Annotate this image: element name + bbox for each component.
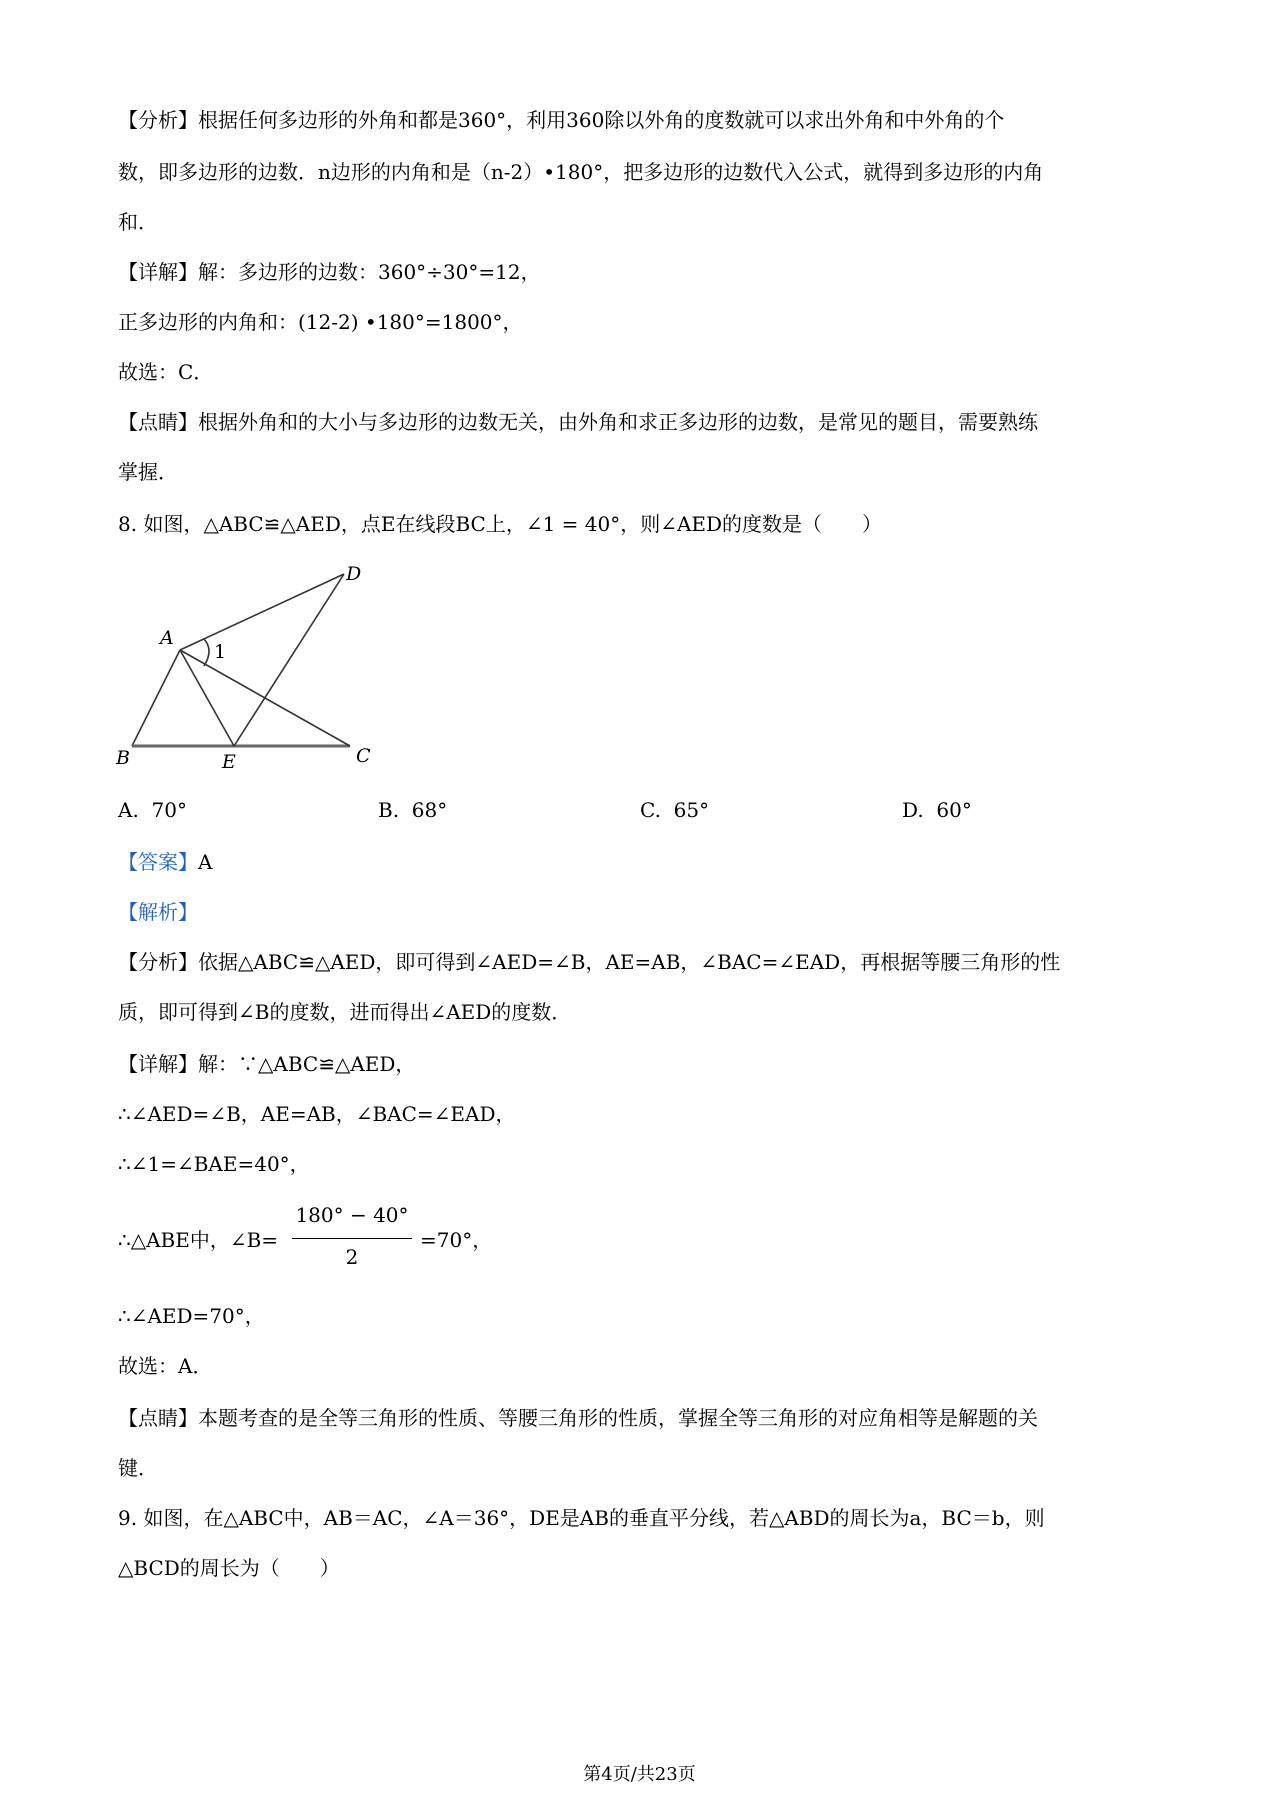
q8-detail-line-2: ∴∠AED=∠B，AE=AB，∠BAC=∠EAD， [118,1102,516,1126]
label-d: D [346,563,362,585]
q9-stem-line-1: 9. 如图，在△ABC中，AB＝AC，∠A＝36°，DE是AB的垂直平分线，若△ABD的周长为a，BC＝b，则 [118,1506,1045,1530]
q8-detail-line-3: ∴∠1=∠BAE=40°， [118,1152,310,1176]
option-value: 65° [673,798,710,822]
q9-stem-line-2: △BCD的周长为（ ） [118,1556,340,1580]
q7-analysis-line-2: 数，即多边形的边数．n边形的内角和是（n-2）•180°，把多边形的边数代入公式，就得到多边形的内角 [118,160,1044,184]
option-label: A. [118,798,139,822]
q8-analysis-line-1: 【分析】依据△ABC≌△AED，即可得到∠AED=∠B，AE=AB，∠BAC=∠EAD，再根据等腰三角形的性 [118,950,1061,974]
q8-detail-line-1: 【详解】解：∵△ABC≌△AED， [118,1052,416,1076]
q7-comment-line-2: 掌握． [118,460,178,484]
q7-choose: 故选：C． [118,360,214,384]
option-value: 68° [411,798,448,822]
angle-1-arc [204,639,209,666]
q8-answer-line [118,848,212,876]
option-label: C. [640,798,661,822]
q7-detail-line-2: 正多边形的内角和：(12-2) •180°=1800°， [118,310,523,334]
q8-explain-tag: 【解析】 [118,900,198,924]
option-value: 70° [151,798,187,822]
q8-choose: 故选：A． [118,1354,213,1378]
fraction-denominator: 2 [345,1245,359,1269]
q7-analysis-line-3: 和． [118,210,158,234]
q7-comment-line-1: 【点睛】根据外角和的大小与多边形的边数无关，由外角和求正多边形的边数，是常见的题目，需要熟练 [118,410,1038,434]
q8-analysis-line-2: 质，即可得到∠B的度数，进而得出∠AED的度数． [118,1000,572,1024]
fraction-bar [292,1238,412,1239]
label-b: B [116,747,130,769]
label-c: C [356,745,371,767]
label-a: A [160,627,174,649]
q8-stem: 8. 如图，△ABC≌△AED，点E在线段BC上，∠1 = 40°，则∠AED的度数是（ ） [118,512,883,536]
fraction-numerator: 180° − 40° [295,1203,409,1227]
segment-ab [132,650,180,746]
q8-comment-line-2: 键． [118,1456,158,1480]
answer-tag: 【答案】 [118,850,198,874]
option-value: 60° [936,798,972,822]
q7-analysis-line-1: 【分析】根据任何多边形的外角和都是360°，利用360除以外角的度数就可以求出外角和中外角的个 [118,108,1005,132]
q8-figure [110,550,380,770]
page-footer: 第4页/共23页 [583,1764,696,1785]
label-angle-1: 1 [214,641,227,663]
q8-detail-line-5: ∴∠AED=70°， [118,1304,265,1328]
q7-detail-line-1: 【详解】解：多边形的边数：360°÷30°=12， [118,260,541,284]
q8-option-b [378,796,447,824]
option-label: D. [902,798,924,822]
q8-detail-line-4-pre: ∴△ABE中，∠B= [118,1228,279,1252]
q8-option-d [902,796,972,824]
label-e: E [222,751,236,770]
q8-option-a [118,796,187,824]
answer-value: A [198,850,213,874]
q8-option-c [640,796,709,824]
q8-detail-line-4-post: =70°， [420,1228,493,1252]
option-label: B. [378,798,400,822]
q8-comment-line-1: 【点睛】本题考查的是全等三角形的性质、等腰三角形的性质，掌握全等三角形的对应角相等是解题的关 [118,1406,1038,1430]
